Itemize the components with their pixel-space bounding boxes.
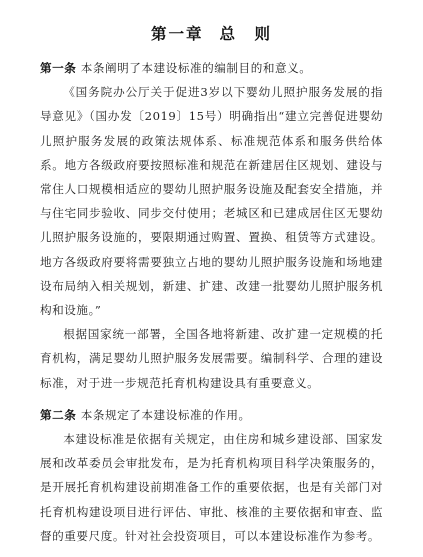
article-1-paragraph-1: 《国务院办公厅关于促进3岁以下婴幼儿照护服务发展的指导意见》（国办发〔2019〕15号）明确指出“建立完善促进婴幼儿照护服务发展的政策法规体系、标准规范体系和服务供给体系。地方各级政府要按照标准和规范在新建居住区规划、建设与常住人口规模相适应的婴幼儿照护服务设施及配套安全措施，并与住宅同步验收、同步交付使用；老城区和已建成居住区无婴幼儿照护服务设施的，要限期通过购置、置换、租赁等方式建设。地方各级政府要将需要独立占地的婴幼儿照护服务设施和场地建设布局纳入相关规划，新建、扩建、改建一批婴幼儿照护服务机构和设施。” — [40, 85, 383, 318]
article-2 — [40, 403, 383, 548]
article-1-heading — [40, 56, 383, 80]
article-2-paragraph-1: 本建设标准是依据有关规定，由住房和城乡建设部、国家发展和改革委员会审批发布，是为托育机构项目科学决策服务的，是开展托育机构建设前期准备工作的重要依据，也是有关部门对托育机构建设项目进行评估、审批、核准的主要依据和审查、监督的重要尺度。针对社会投资项目，可以本建设标准作为参考。 — [40, 432, 383, 543]
section-gap — [40, 395, 383, 403]
article-2-heading — [40, 403, 383, 427]
article-1 — [40, 56, 383, 395]
chapter-name: 总 则 — [219, 25, 273, 43]
chapter-number: 第一章 — [150, 25, 204, 43]
article-1-number: 第一条 — [40, 61, 77, 75]
article-1-paragraph-2: 根据国家统一部署，全国各地将新建、改扩建一定规模的托育机构，满足婴幼儿照护服务发展需要。编制科学、合理的建设标准，对于进一步规范托育机构建设具有重要意义。 — [40, 327, 383, 390]
article-2-heading-text: 本条规定了本建设标准的作用。 — [80, 407, 251, 422]
article-2-number: 第二条 — [40, 407, 77, 422]
article-1-heading-text: 本条阐明了本建设标准的编制目的和意义。 — [80, 61, 312, 75]
chapter-title — [40, 22, 383, 44]
